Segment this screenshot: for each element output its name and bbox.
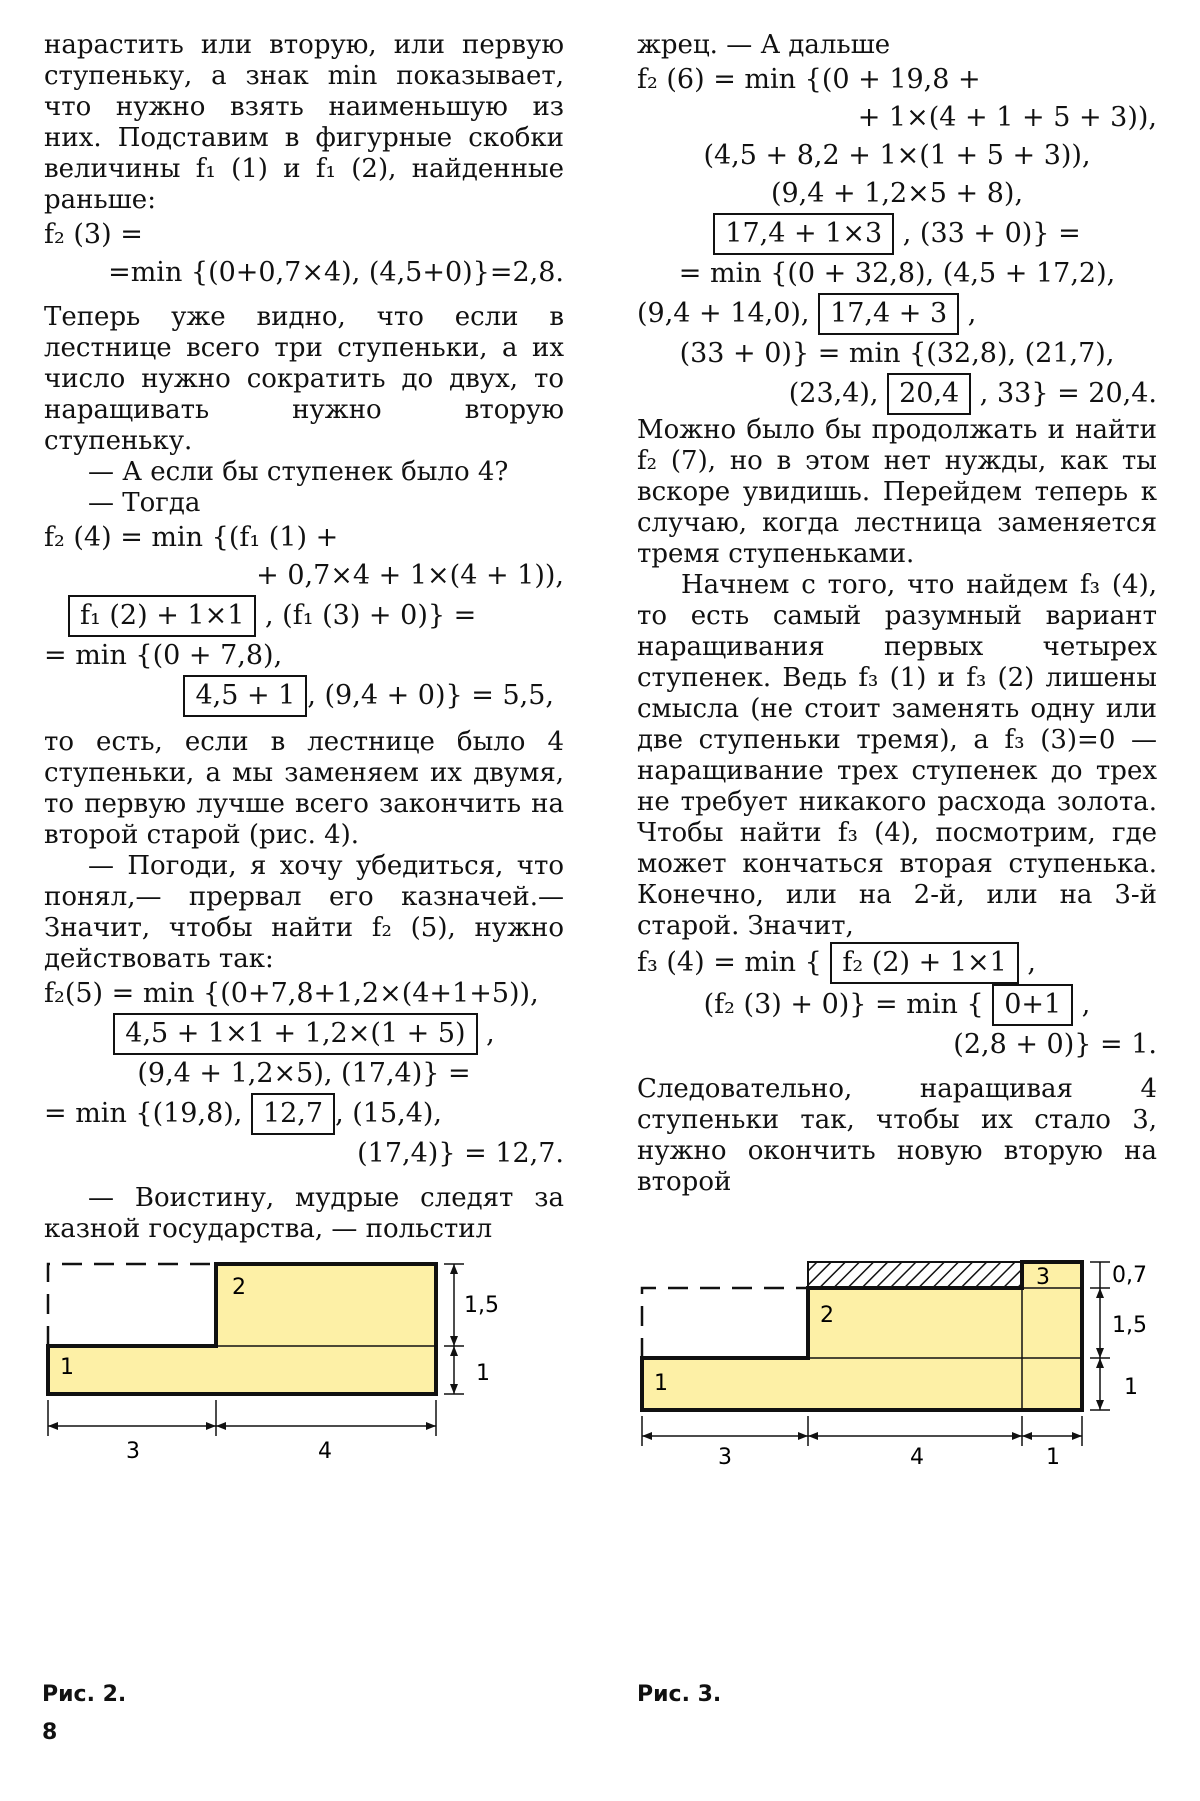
formula-line: = min {(0 + 7,8), [44,640,283,671]
page-number: 8 [42,1720,58,1745]
fig3-dim-h1: 1 [1124,1375,1138,1400]
fig2-dim-h2: 1,5 [464,1293,499,1318]
formula-prefix: = min {(19,8), [44,1098,251,1129]
formula-line [44,675,564,717]
formula-prefix: (23,4), [788,378,888,409]
boxed-term: 4,5 + 1×1 + 1,2×(1 + 5) [113,1013,477,1055]
formula-line: f₂ (6) = min {(0 + 19,8 + [637,64,981,95]
boxed-term: f₁ (2) + 1×1 [68,595,256,637]
formula-line: f₂ (3) = [44,219,143,250]
formula-line: (4,5 + 8,2 + 1×(1 + 5 + 3)), [703,140,1091,171]
spacer [44,1173,564,1183]
formula-line: (17,4)} = 12,7. [357,1138,564,1169]
formula-prefix: f₃ (4) = min { [637,947,831,978]
paragraph: то есть, если в лестнице было 4 ступеньки, а мы заменяем их двумя, то первую лучше всего закончить на второй старой (рис. 4). [44,727,564,850]
formula-line: (9,4 + 1,2×5 + 8), [770,178,1024,209]
formula-suffix: , (f₁ (3) + 0)} = [256,600,477,631]
fig2-step1: 1 [60,1355,74,1380]
formula-suffix: , (9,4 + 0)} = 5,5, [307,680,554,711]
fig3-step3: 3 [1036,1265,1050,1290]
spacer [44,292,564,302]
formula-line: (33 + 0)} = min {(32,8), (21,7), [679,338,1115,369]
formula-suffix: , 33} = 20,4. [971,378,1157,409]
fig3-dim-w3: 1 [1046,1445,1060,1470]
fig3-caption: Рис. 3. [637,1682,722,1707]
formula-line [44,1093,564,1135]
figure-3 [630,1250,1170,1480]
paragraph: Можно было бы продолжать и найти f₂ (7), но в этом нет нужды, как ты вскоре увидишь. Перейдем теперь к случаю, когда лестница заменяется тремя ступеньками. [637,415,1157,569]
paragraph: — Тогда [88,488,201,518]
paragraph: — Погоди, я хочу убедиться, что понял,— прервал его казначей.— Значит, чтобы найти f₂ (5), нужно действовать так: [44,851,564,974]
formula-line: (9,4 + 1,2×5), (17,4)} = [137,1058,471,1089]
formula-line [637,984,1157,1026]
fig3-hatch [808,1262,1022,1288]
formula-line [637,213,1157,255]
formula-suffix: , [959,298,977,329]
formula-suffix: , [477,1018,495,1049]
boxed-term: 12,7 [251,1093,335,1135]
formula-suffix: , (15,4), [335,1098,443,1129]
formula-line: f₂ (4) = min {(f₁ (1) + [44,522,339,553]
fig2-caption: Рис. 2. [42,1682,127,1707]
paragraph: — Воистину, мудрые следят за казной государства, — польстил [44,1183,564,1244]
formula-line [44,1013,564,1055]
figure-2 [40,1250,560,1480]
fig3-dim-h3: 0,7 [1112,1263,1147,1288]
formula-line: + 0,7×4 + 1×(4 + 1)), [256,560,564,591]
right-column [637,30,1157,1198]
formula-line [637,293,1157,335]
fig3-step1: 1 [654,1371,668,1396]
formula-prefix: (f₂ (3) + 0)} = min { [703,989,993,1020]
paragraph: Теперь уже видно, что если в лестнице всего три ступеньки, а их число нужно сократить до двух, то наращивать нужно вторую ступеньку. [44,302,564,456]
fig3-dim-w2: 4 [910,1445,924,1470]
boxed-term: 20,4 [887,373,971,415]
fig2-dim-w2: 4 [318,1439,332,1464]
boxed-term: 0+1 [992,984,1073,1026]
formula-line: + 1×(4 + 1 + 5 + 3)), [857,102,1157,133]
fig3-dim-w1: 3 [718,1445,732,1470]
paragraph: Начнем с того, что найдем f₃ (4), то есть самый разумный вариант наращивания первых четырех ступенек. Ведь f₃ (1) и f₃ (2) лишены смысла (не стоит заменять одну или две ступеньки тремя), а f₃ (3)=0 — наращивание трех ступенек до трех не требует никакого расхода золота. Чтобы найти f₃ (4), посмотрим, где может кончаться вторая ступенька. Конечно, или на 2-й, или на 3-й старой. Значит, [637,570,1157,941]
formula-suffix: , (33 + 0)} = [894,218,1081,249]
left-column [44,30,564,1245]
formula-line: =min {(0+0,7×4), (4,5+0)}=2,8. [108,257,564,288]
boxed-term: f₂ (2) + 1×1 [830,942,1018,984]
formula-line [637,373,1157,415]
boxed-term: 17,4 + 1×3 [713,213,894,255]
fig2-step2: 2 [232,1275,246,1300]
spacer [44,717,564,727]
formula-line: f₂(5) = min {(0+7,8+1,2×(4+1+5)), [44,978,539,1009]
paragraph: жрец. — А дальше [637,30,891,60]
boxed-term: 17,4 + 3 [818,293,959,335]
formula-line [44,595,564,637]
paragraph: Следовательно, наращивая 4 ступеньки так, чтобы их стало 3, нужно окончить новую вторую на второй [637,1074,1157,1197]
boxed-term: 4,5 + 1 [183,675,307,717]
spacer [637,1064,1157,1074]
formula-line: = min {(0 + 32,8), (4,5 + 17,2), [678,258,1116,289]
fig2-dim-w1: 3 [126,1439,140,1464]
formula-suffix: , [1018,947,1036,978]
formula-suffix: , [1073,989,1091,1020]
paragraph: нарастить или вторую, или первую ступеньку, а знак min показывает, что нужно взять наименьшую из них. Подставим в фигурные скобки величины f₁ (1) и f₁ (2), найденные раньше: [44,30,564,215]
fig2-dim-h1: 1 [476,1361,490,1386]
fig3-step2: 2 [820,1303,834,1328]
formula-line [637,942,1157,984]
fig3-dim-h2: 1,5 [1112,1313,1147,1338]
paragraph: — А если бы ступенек было 4? [88,457,509,487]
formula-prefix: (9,4 + 14,0), [637,298,819,329]
formula-line: (2,8 + 0)} = 1. [953,1029,1157,1060]
